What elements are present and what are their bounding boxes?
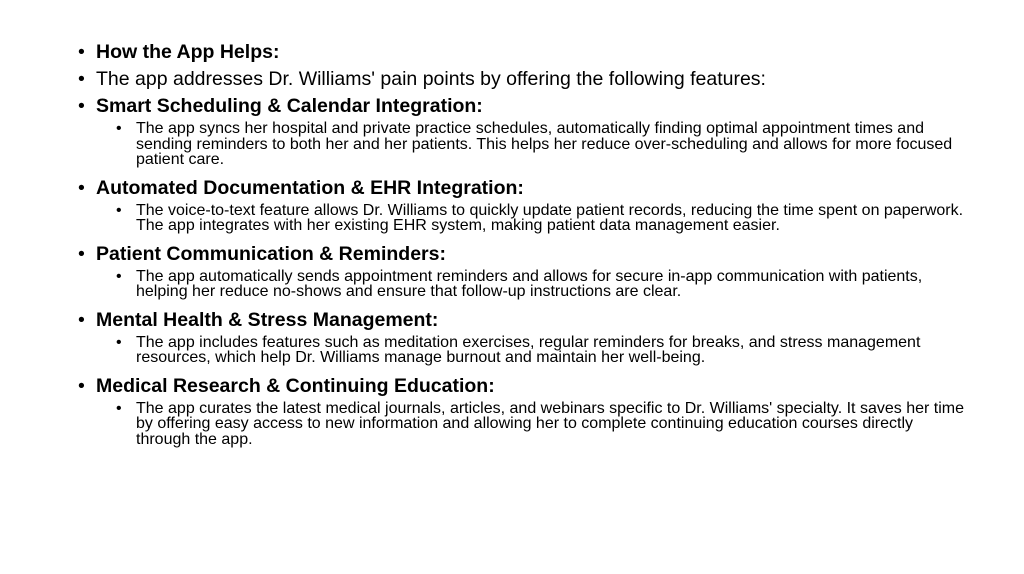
sub-bullet-icon: • bbox=[116, 399, 122, 417]
feature-detail-item bbox=[116, 121, 966, 168]
feature-detail: The voice-to-text feature allows Dr. Williams to quickly update patient records, reducing the time spent on paperwork. The app integrates with her existing EHR system, making patient data management easier. bbox=[136, 201, 964, 234]
sub-bullet-icon: • bbox=[116, 333, 122, 351]
feature-title: Patient Communication & Reminders: bbox=[96, 242, 446, 265]
feature-title: Smart Scheduling & Calendar Integration: bbox=[96, 95, 483, 117]
sub-bullet-icon: • bbox=[116, 201, 122, 219]
feature-detail: The app curates the latest medical journals, articles, and webinars specific to Dr. Williams' specialty. It saves her time by offering easy access to new information and allowing her to complete continuing education courses directly through the app. bbox=[136, 399, 964, 448]
feature-title: Mental Health & Stress Management: bbox=[96, 308, 439, 331]
intro-summary: The app addresses Dr. Williams' pain points by offering the following features: bbox=[96, 68, 766, 90]
bullet-icon: • bbox=[78, 242, 85, 265]
feature-title-item bbox=[78, 176, 978, 200]
sub-bullet-icon: • bbox=[116, 120, 122, 137]
feature-title: Automated Documentation & EHR Integration: bbox=[96, 176, 524, 199]
bullet-icon: • bbox=[78, 176, 85, 199]
feature-detail: The app syncs her hospital and private practice schedules, automatically finding optimal appointment times and sending reminders to both her and her patients. This helps her reduce over-scheduling and allows for more focused patient care. bbox=[136, 120, 953, 168]
feature-detail-item bbox=[116, 401, 966, 448]
feature-detail: The app includes features such as meditation exercises, regular reminders for breaks, and stress management resources, which help Dr. Williams manage burnout and maintain her well-being. bbox=[136, 333, 921, 366]
bullet-icon: • bbox=[78, 41, 85, 63]
bullet-icon: • bbox=[78, 308, 85, 331]
bullet-list bbox=[78, 40, 978, 455]
bullet-icon: • bbox=[78, 68, 85, 90]
feature-detail-item bbox=[116, 335, 966, 366]
feature-detail-item bbox=[116, 269, 966, 300]
intro-heading: How the App Helps: bbox=[96, 41, 280, 63]
feature-title-item bbox=[78, 374, 978, 398]
feature-title: Medical Research & Continuing Education: bbox=[96, 374, 495, 397]
feature-detail-item bbox=[116, 203, 966, 234]
intro-summary-item bbox=[78, 67, 978, 91]
feature-title-item bbox=[78, 94, 978, 118]
feature-detail: The app automatically sends appointment reminders and allows for secure in-app communication with patients, helping her reduce no-shows and ensure that follow-up instructions are clear. bbox=[136, 267, 923, 300]
bullet-icon: • bbox=[78, 374, 85, 397]
bullet-icon: • bbox=[78, 95, 85, 117]
feature-title-item bbox=[78, 242, 978, 266]
feature-title-item bbox=[78, 308, 978, 332]
intro-heading-item bbox=[78, 40, 978, 64]
sub-bullet-icon: • bbox=[116, 267, 122, 285]
